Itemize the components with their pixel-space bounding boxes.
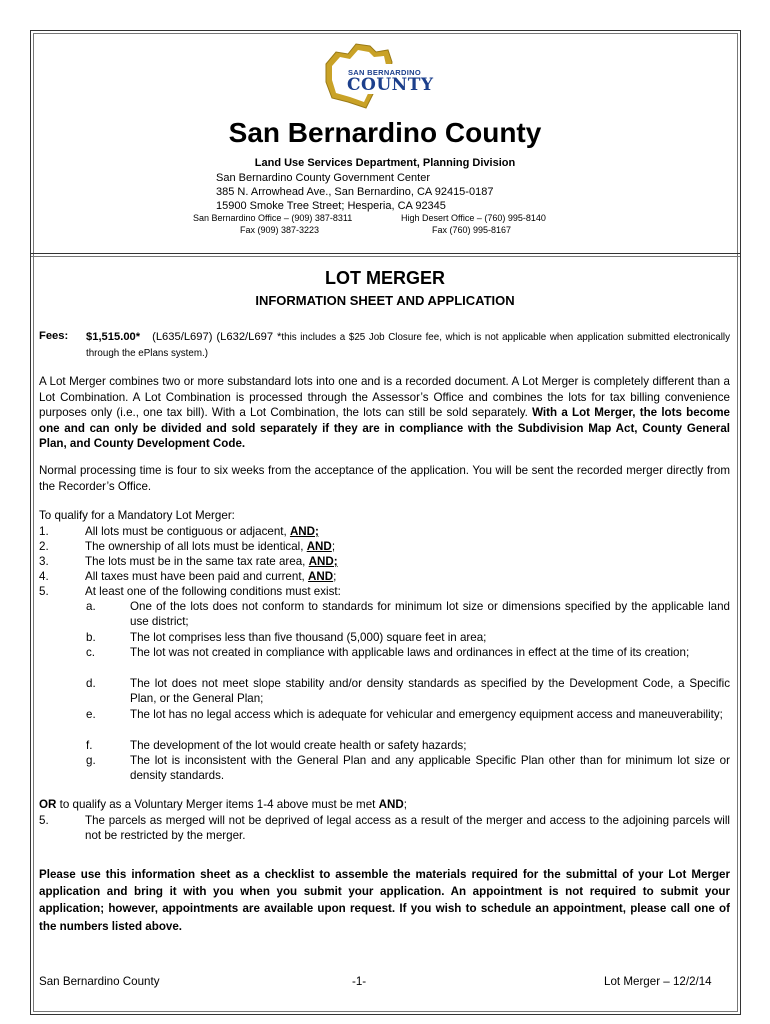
sub-item-letter: b. (86, 631, 96, 644)
header-divider-inner (31, 256, 740, 257)
footer-right: Lot Merger – 12/2/14 (604, 975, 712, 988)
and-keyword: AND; (289, 525, 319, 538)
sub-item-text: One of the lots does not conform to standards for minimum lot size or dimensions specified by the applicable land use district; (130, 600, 730, 629)
sub-item-letter: a. (86, 600, 96, 613)
sub-item-text: The lot is inconsistent with the General Plan and any applicable Specific Plan other than for minimum lot size or density standards. (130, 754, 730, 783)
logo-big-text: COUNTY (347, 75, 434, 95)
fees-text (86, 330, 730, 361)
list-item-text: All taxes must have been paid and current, (85, 570, 308, 583)
list-item-number: 1. (39, 525, 49, 538)
sub-item-letter: f. (86, 739, 93, 752)
footer-page-number: -1- (352, 975, 367, 988)
and-keyword: AND (308, 570, 334, 583)
intro-bold-text: With a Lot Merger, the lots become one and can only be divided and sold separately if they are in compliance with the Subdivision Map Act, County General Plan, and County Development Code. (39, 406, 730, 451)
page-title: San Bernardino County (228, 117, 542, 148)
list-item-after: ; (331, 540, 336, 553)
fees-note: this includes a $25 Job Closure fee, which is not applicable when application submitted electronically through the ePlans system.) (86, 332, 731, 359)
department-name: Land Use Services Department, Planning Division (254, 157, 516, 169)
hd-office-phone: High Desert Office – (760) 995-8140 (401, 213, 546, 223)
sb-office-phone: San Bernardino Office – (909) 387-8311 (193, 213, 353, 223)
list-item-number: 3. (39, 555, 49, 568)
list-item-text: All lots must be contiguous or adjacent, (85, 525, 290, 538)
sub-item-letter: c. (86, 646, 96, 659)
voluntary-end: ; (403, 798, 407, 811)
list-item-number: 2. (39, 540, 49, 553)
and-keyword: AND; (308, 555, 338, 568)
address-line-2: 385 N. Arrowhead Ave., San Bernardino, CA 92415-0187 (216, 186, 494, 198)
logo-small-text: SAN BERNARDINO (348, 68, 421, 77)
sub-item-text: The lot does not meet slope stability and/or density standards as specified by the Development Code, a Specific Plan, or the General Plan; (130, 677, 730, 706)
sub-item-letter: g. (86, 754, 96, 767)
fees-codes: (L635/L697) (L632/L697 * (152, 331, 282, 343)
list-item-number: 4. (39, 570, 49, 583)
document-subheading: INFORMATION SHEET AND APPLICATION (255, 293, 515, 308)
list-item-text: The lots must be in the same tax rate area, (85, 555, 309, 568)
closing-paragraph: Please use this information sheet as a checklist to assemble the materials required for the submittal of your Lot Merger application and bring it with you when you submit your application. An appointment is not required to submit your application; however, appointments are available upon request. If you wish to schedule an appointment, please call one of the numbers listed above. (39, 868, 730, 933)
sub-item-letter: d. (86, 677, 96, 690)
fees-label: Fees: (39, 330, 69, 342)
intro-paragraph (39, 374, 730, 452)
list-item-text: The parcels as merged will not be deprived of legal access as a result of the merger and access to the adjoining parcels will not be restricted by the merger. (85, 814, 730, 843)
and-keyword: AND (378, 798, 404, 811)
voluntary-text: to qualify as a Voluntary Merger items 1-4 above must be met (56, 798, 379, 811)
address-line-3: 15900 Smoke Tree Street; Hesperia, CA 92345 (216, 200, 446, 212)
sb-office-fax: Fax (909) 387-3223 (240, 225, 320, 235)
header-divider (31, 253, 740, 254)
sub-item-letter: e. (86, 708, 96, 721)
processing-paragraph: Normal processing time is four to six weeks from the acceptance of the application. You will be sent the recorded merger directly from the Recorder’s Office. (39, 464, 730, 493)
document-heading: LOT MERGER (325, 268, 445, 288)
qualify-intro: To qualify for a Mandatory Lot Merger: (39, 509, 235, 522)
sub-item-text: The lot has no legal access which is adequate for vehicular and emergency equipment access and maneuverability; (130, 708, 723, 721)
list-item-text: At least one of the following conditions must exist: (85, 585, 341, 598)
list-item-number: 5. (39, 814, 49, 827)
address-line-1: San Bernardino County Government Center (216, 172, 431, 184)
list-item-text: The ownership of all lots must be identical, (85, 540, 307, 553)
or-keyword: OR (39, 798, 57, 811)
list-item-number: 5. (39, 585, 49, 598)
sub-item-text: The development of the lot would create health or safety hazards; (130, 739, 467, 752)
sub-item-text: The lot comprises less than five thousand (5,000) square feet in area; (130, 631, 487, 644)
footer-left: San Bernardino County (39, 975, 160, 988)
hd-office-fax: Fax (760) 995-8167 (432, 225, 512, 235)
fees-amount: $1,515.00* (86, 331, 141, 343)
voluntary-merger-line (39, 797, 730, 813)
sub-item-text: The lot was not created in compliance with applicable laws and ordinances in effect at the time of its creation; (130, 646, 690, 659)
intro-text: A Lot Merger combines two or more substandard lots into one and is a recorded document. A Lot Merger is completely different than a Lot Combination. A Lot Combination is processed through the Assessor’s Office and combines the lots for tax billing convenience purposes only (i.e., one tax bill). With a Lot Combination, the lots can still be sold separately. (39, 375, 730, 420)
county-logo (318, 42, 440, 114)
and-keyword: AND (306, 540, 332, 553)
list-item-after: ; (333, 570, 337, 583)
